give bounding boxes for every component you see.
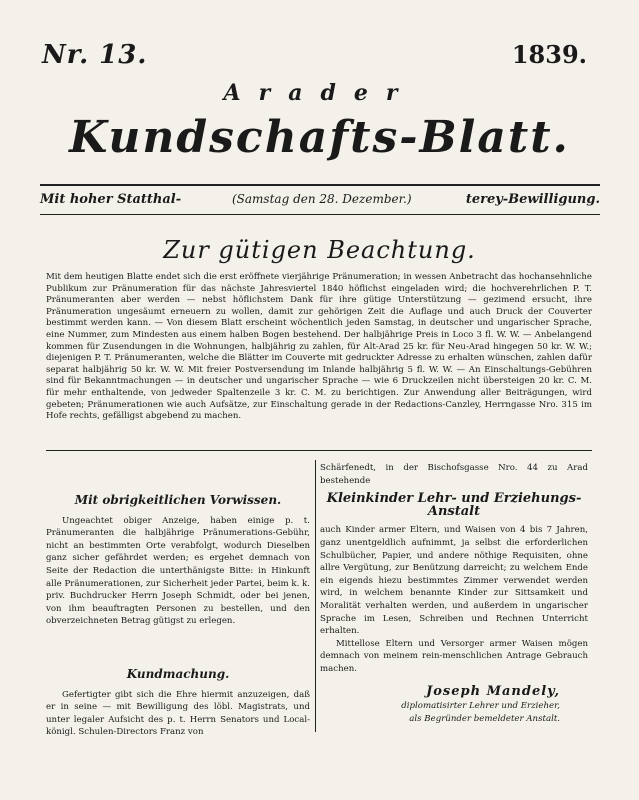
privilege-line — [40, 192, 600, 212]
right-paragraph-1: auch Kinder armer Eltern, und Waisen von 4 bis 7 Jahren, ganz unentgeldlich aufnimmt, ja selbst die erforderlichen Schulbücher, Papier, und andere nöthige Requisiten, ohne allre Vergütung, zur Benützung darreicht; zu welchem Ende ein eigends hiezu bestimmtes Zimmer verwendet werden wird, in welchem benannte Kinder zur Sittsamkeit und Moralität verhalten werden, und außerdem in ungarischer Sprache im Lesen, Schreiben und Rechnen Unterricht erhalten. — [320, 525, 588, 637]
right-column — [320, 462, 588, 725]
left-paragraph-2: Gefertigter gibt sich die Ehre hiermit anzuzeigen, daß er in seine — mit Bewilligung des löbl. Magistrats, und unter legaler Aufsicht des p. t. Herrn Senators und Local-königl. Schulen-Directors Franz von — [46, 689, 310, 738]
left-heading-announcement: Kundmachung. — [126, 666, 230, 681]
left-paragraph-1: Ungeachtet obiger Anzeige, haben einige p. t. Pränumeranten die halbjährige Pränumerations-Gebühr, nicht an bestimmten Orte verabfolgt, wodurch Dieselben ganz sicher gefährdet werden; es ergehet demnach von Seite der Redaction die unterthänigste Bitte: in Hinkunft alle Pränumerationen, zur Sicherheit jeder Partei, beim k. k. priv. Buchdrucker Herrn Joseph Schmidt, oder bei jenen, von ihm beauftragten Personen zu bestellen, und den obverzeichneten Betrag gütigst zu erlegen. — [46, 515, 310, 627]
signature-title-1: diplomatisirter Lehrer und Erzieher, — [401, 701, 560, 712]
privilege-right: terey-Bewilligung. — [465, 192, 600, 207]
section-divider — [46, 450, 592, 451]
signature-title-2: als Begründer bemeldeter Anstalt. — [409, 713, 560, 724]
issue-year: 1839. — [511, 40, 587, 69]
masthead-rule-top — [40, 184, 600, 186]
left-column — [46, 494, 310, 739]
issue-date: (Samstag den 28. Dezember.) — [232, 192, 412, 206]
masthead-rule-bottom — [40, 214, 600, 215]
right-heading-institute: Kleinkinder Lehr- und Erziehungs-Anstalt — [326, 491, 582, 519]
signature: Joseph Mandely, — [426, 683, 560, 699]
notice-text: Mit dem heutigen Blatte endet sich die erst eröffnete vierjährige Pränumeration; in wessen Anbetracht das hochansehnliche Publikum zur Pränumeration für das nächste Jahresviertel 1840 höflichst eingeladen wird; die hochverehrlichen P. T. Pränumeranten aber werden — nebst höflichstem Dank für ihre gütige Unterstützung — gezimend ersucht, ihre Pränumeration ungesäumt erneuern zu wollen, damit zur gehörigen Zeit die Auflage und auch Druck der Couverter bestimmt werden kann. — Von diesem Blatt erscheint wöchentlich jeden Samstag, in deutscher und ungarischer Sprache, eine Nummer, zum Mindesten aus einem halben Bogen bestehend. Der halbjährige Preis in Loco 3 fl. W. W. — Anbelangend kommen für Zusendungen in die Wohnungen, halbjährig zu zahlen, für Alt-Arad 25 kr. für Neu-Arad hingegen 50 kr. W. W.; diejenigen P. T. Pränumeranten, welche die Blätter im Couverte mit gedruckter Adresse zu erhalten wünschen, zahlen dafür separat halbjährig 50 kr. W. W. Mit freier Postversendung im Inlande halbjährig 5 fl. W. W. — An Einschaltungs-Gebühren sind für Bekanntmachungen — in deutscher und ungarischer Sprache — wie 6 Druckzeilen nicht übersteigen 20 kr. C. M. für mehr enthaltende, von jedweder Spaltenzeile 3 kr. C. M. zu berichtigen. Zur Anwendung aller Beiträgungen, wird gebeten; Pränumerationen wie auch Aufsätze, zur Einschaltung gerade in der Redactions-Canzley, Herrngasse Nro. 315 im Hofe rechts, gefälligst abgebend zu machen. — [46, 272, 592, 422]
masthead-city: Arader — [223, 80, 416, 106]
notice-heading: Zur gütigen Beachtung. — [163, 236, 476, 264]
privilege-left: Mit hoher Statthal- — [40, 192, 182, 207]
right-paragraph-2: Mittellose Eltern und Versorger armer Waisen mögen demnach von meinem rein-menschlichen Antrage Gebrauch machen. — [320, 638, 588, 674]
left-heading-official: Mit obrigkeitlichen Vorwissen. — [74, 493, 282, 507]
right-paragraph-0: Schärfenedt, in der Bischofsgasse Nro. 44 zu Arad bestehende — [320, 463, 588, 486]
masthead-title: Kundschafts-Blatt. — [69, 112, 570, 163]
column-divider — [315, 460, 316, 732]
issue-number: Nr. 13. — [42, 40, 148, 70]
